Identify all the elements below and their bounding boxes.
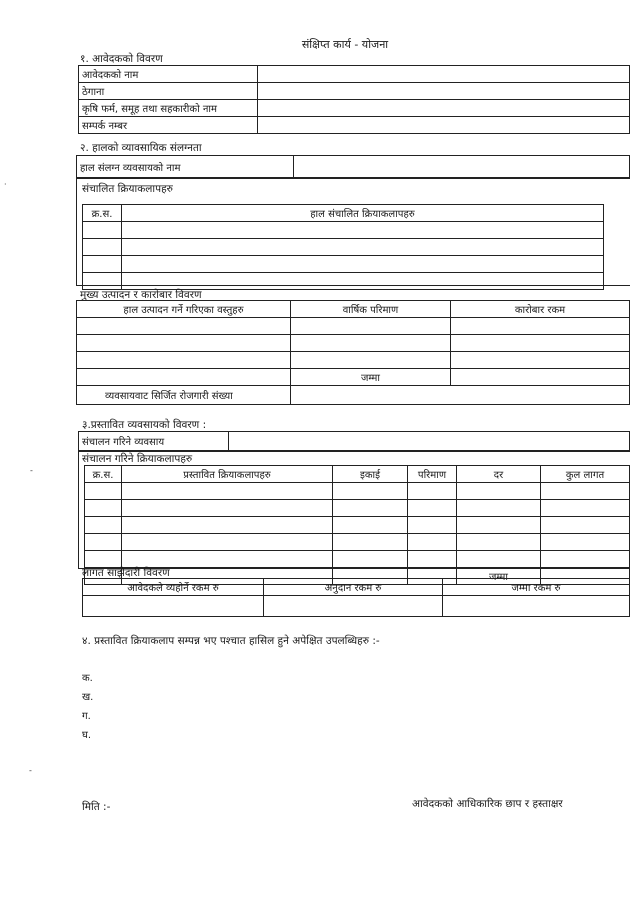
- proposed-business-field[interactable]: [229, 432, 630, 451]
- current-business-field[interactable]: [294, 156, 630, 178]
- table-row: [77, 335, 630, 352]
- date-label: मिति :-: [82, 801, 111, 813]
- cost-field[interactable]: [541, 551, 630, 568]
- applicant-table: [78, 65, 630, 134]
- table-row: [79, 66, 630, 83]
- farm-name-field[interactable]: [258, 100, 630, 117]
- amount-field[interactable]: [451, 352, 630, 369]
- product-field[interactable]: [77, 352, 291, 369]
- table-row: [79, 432, 630, 451]
- quantity-field[interactable]: [408, 534, 457, 551]
- product-field[interactable]: [77, 335, 291, 352]
- outcome-item-gha: घ.: [82, 730, 92, 741]
- table-row: [85, 534, 630, 551]
- section-2-heading: २. हालको व्यावसायिक संलग्नता: [80, 142, 202, 154]
- outcome-item-ga: ग.: [82, 711, 91, 722]
- quantity-field[interactable]: [291, 318, 451, 335]
- rate-field[interactable]: [457, 483, 541, 500]
- table-row: [83, 596, 630, 617]
- section-1-heading: १. आवेदकको विवरण: [80, 53, 163, 65]
- proposed-total-label: जम्मा: [457, 568, 541, 585]
- proposed-activity-field[interactable]: [122, 517, 333, 534]
- total-cost-header: कुल लागत: [541, 466, 630, 483]
- quantity-field[interactable]: [291, 335, 451, 352]
- table-row: [77, 318, 630, 335]
- section-3-heading: ३.प्रस्तावित व्यवसायको विवरण :: [82, 419, 207, 431]
- proposed-activities-label: संचालन गरिने क्रियाकलापहरु: [82, 453, 193, 465]
- quantity-field[interactable]: [291, 352, 451, 369]
- unit-field[interactable]: [333, 483, 408, 500]
- rate-field[interactable]: [457, 500, 541, 517]
- table-row: [83, 239, 604, 256]
- current-business-table: [76, 155, 630, 178]
- unit-field[interactable]: [333, 500, 408, 517]
- proposed-activity-field[interactable]: [122, 500, 333, 517]
- table-row: [83, 205, 604, 222]
- cost-sharing-heading: लागत साझेदारी विवरण: [82, 567, 170, 579]
- employment-field[interactable]: [291, 386, 630, 405]
- cost-field[interactable]: [541, 517, 630, 534]
- grant-amount-header: अनुदान रकम रु: [264, 579, 443, 596]
- product-field[interactable]: [77, 318, 291, 335]
- contact-field[interactable]: [258, 117, 630, 134]
- cost-sharing-table: [82, 578, 630, 617]
- scan-speck: ·: [4, 180, 7, 189]
- table-row: [79, 83, 630, 100]
- farm-name-label: कृषि फर्म, समूह तथा सहकारीको नाम: [79, 100, 258, 117]
- activity-field[interactable]: [122, 273, 604, 290]
- table-row: [77, 352, 630, 369]
- table-row: [83, 273, 604, 290]
- applicant-name-label: आवेदकको नाम: [79, 66, 258, 83]
- proposed-business-label: संचालन गरिने व्यवसाय: [79, 432, 229, 451]
- current-activities-table: [82, 204, 604, 290]
- unit-header: इकाई: [333, 466, 408, 483]
- serial-header: क्र.स.: [83, 205, 122, 222]
- rate-field[interactable]: [457, 534, 541, 551]
- proposed-activity-field[interactable]: [122, 551, 333, 568]
- turnover-header: कारोबार रकम: [451, 301, 630, 318]
- activity-field[interactable]: [122, 222, 604, 239]
- address-label: ठेगाना: [79, 83, 258, 100]
- product-total-field[interactable]: [451, 369, 630, 386]
- serial-header: क्र.स.: [85, 466, 122, 483]
- table-row: [83, 256, 604, 273]
- unit-field[interactable]: [333, 534, 408, 551]
- table-row: [83, 222, 604, 239]
- outcome-item-ka: क.: [82, 673, 93, 684]
- table-row: [85, 551, 630, 568]
- rate-field[interactable]: [457, 551, 541, 568]
- rate-header: दर: [457, 466, 541, 483]
- cost-field[interactable]: [541, 483, 630, 500]
- annual-quantity-header: वार्षिक परिमाण: [291, 301, 451, 318]
- table-row: [85, 517, 630, 534]
- proposed-business-table: [78, 431, 630, 451]
- product-heading: मुख्य उत्पादन र कारोबार विवरण: [80, 289, 202, 301]
- product-header: हाल उत्पादन गर्ने गरिएका वस्तुहरु: [77, 301, 291, 318]
- quantity-field[interactable]: [408, 500, 457, 517]
- table-row: [85, 483, 630, 500]
- total-amount-field[interactable]: [443, 596, 630, 617]
- unit-field[interactable]: [333, 551, 408, 568]
- activity-field[interactable]: [122, 239, 604, 256]
- table-row: [77, 369, 630, 386]
- page-title: संक्षिप्त कार्य - योजना: [301, 38, 389, 51]
- current-business-label: हाल संलग्न व्यवसायको नाम: [77, 156, 294, 178]
- quantity-field[interactable]: [408, 551, 457, 568]
- applicant-share-field[interactable]: [83, 596, 264, 617]
- current-activity-header: हाल संचालित क्रियाकलापहरु: [122, 205, 604, 222]
- table-row: [77, 386, 630, 405]
- rate-field[interactable]: [457, 517, 541, 534]
- quantity-field[interactable]: [408, 483, 457, 500]
- address-field[interactable]: [258, 83, 630, 100]
- unit-field[interactable]: [333, 517, 408, 534]
- quantity-field[interactable]: [408, 517, 457, 534]
- table-row: [83, 579, 630, 596]
- contact-label: सम्पर्क नम्बर: [79, 117, 258, 134]
- table-row: [77, 301, 630, 318]
- cost-field[interactable]: [541, 500, 630, 517]
- employment-label: व्यवसायवाट सिर्जित रोजगारी संख्या: [77, 386, 291, 405]
- section-4-heading: ४. प्रस्तावित क्रियाकलाप सम्पन्न भए पश्चात हासिल हुने अपेक्षित उपलब्धिहरु :-: [82, 635, 380, 647]
- amount-field[interactable]: [451, 335, 630, 352]
- product-table: [76, 300, 630, 405]
- outcome-item-kha: ख.: [82, 692, 94, 703]
- scan-speck: -: [29, 766, 32, 775]
- table-row: [85, 466, 630, 483]
- scan-speck: -: [30, 466, 33, 475]
- proposed-activity-field[interactable]: [122, 534, 333, 551]
- signature-label: आवेदकको आधिकारिक छाप र हस्ताक्षर: [412, 798, 563, 810]
- table-row: [79, 117, 630, 134]
- proposed-activity-header: प्रस्तावित क्रियाकलापहरु: [122, 466, 333, 483]
- grant-amount-field[interactable]: [264, 596, 443, 617]
- quantity-header: परिमाण: [408, 466, 457, 483]
- table-row: [79, 100, 630, 117]
- table-row: [77, 156, 630, 178]
- product-total-label: जम्मा: [291, 369, 451, 386]
- applicant-share-header: आवेदकले व्यहोर्ने रकम रु: [83, 579, 264, 596]
- activity-field[interactable]: [122, 256, 604, 273]
- total-amount-header: जम्मा रकम रु: [443, 579, 630, 596]
- cost-field[interactable]: [541, 534, 630, 551]
- current-activities-label: संचालित क्रियाकलापहरु: [82, 183, 173, 195]
- amount-field[interactable]: [451, 318, 630, 335]
- table-row: [85, 500, 630, 517]
- applicant-name-field[interactable]: [258, 66, 630, 83]
- proposed-activity-field[interactable]: [122, 483, 333, 500]
